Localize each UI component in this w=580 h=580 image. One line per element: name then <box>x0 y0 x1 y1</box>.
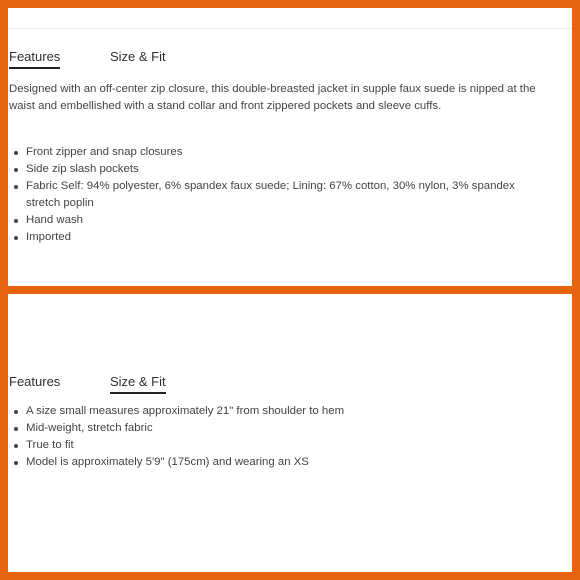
list-item: Imported <box>10 229 550 246</box>
list-item: True to fit <box>10 437 550 454</box>
list-item: Mid-weight, stretch fabric <box>10 420 550 437</box>
tab-bar <box>8 373 572 395</box>
divider <box>8 28 572 29</box>
tab-features[interactable]: Features <box>9 48 60 69</box>
list-item: Hand wash <box>10 212 550 229</box>
size-fit-list <box>10 403 550 471</box>
tab-features[interactable]: Features <box>9 374 61 389</box>
tab-bar <box>8 48 572 70</box>
list-item: A size small measures approximately 21" from shoulder to hem <box>10 403 550 420</box>
product-description: Designed with an off-center zip closure, this double-breasted jacket in supple faux suede is nipped at the waist and embellished with a stand collar and front zippered pockets and sleeve cuffs. <box>9 83 536 112</box>
tab-size-fit[interactable]: Size & Fit <box>110 373 166 394</box>
size-fit-panel <box>8 294 572 572</box>
list-item: Front zipper and snap closures <box>10 144 550 161</box>
list-item: Model is approximately 5'9" (175cm) and wearing an XS <box>10 454 550 471</box>
features-panel <box>8 8 572 286</box>
list-item: Fabric Self: 94% polyester, 6% spandex faux suede; Lining: 67% cotton, 30% nylon, 3% spandex stretch poplin <box>10 178 550 212</box>
features-list <box>10 144 550 246</box>
list-item: Side zip slash pockets <box>10 161 550 178</box>
tab-size-fit[interactable]: Size & Fit <box>110 49 166 64</box>
